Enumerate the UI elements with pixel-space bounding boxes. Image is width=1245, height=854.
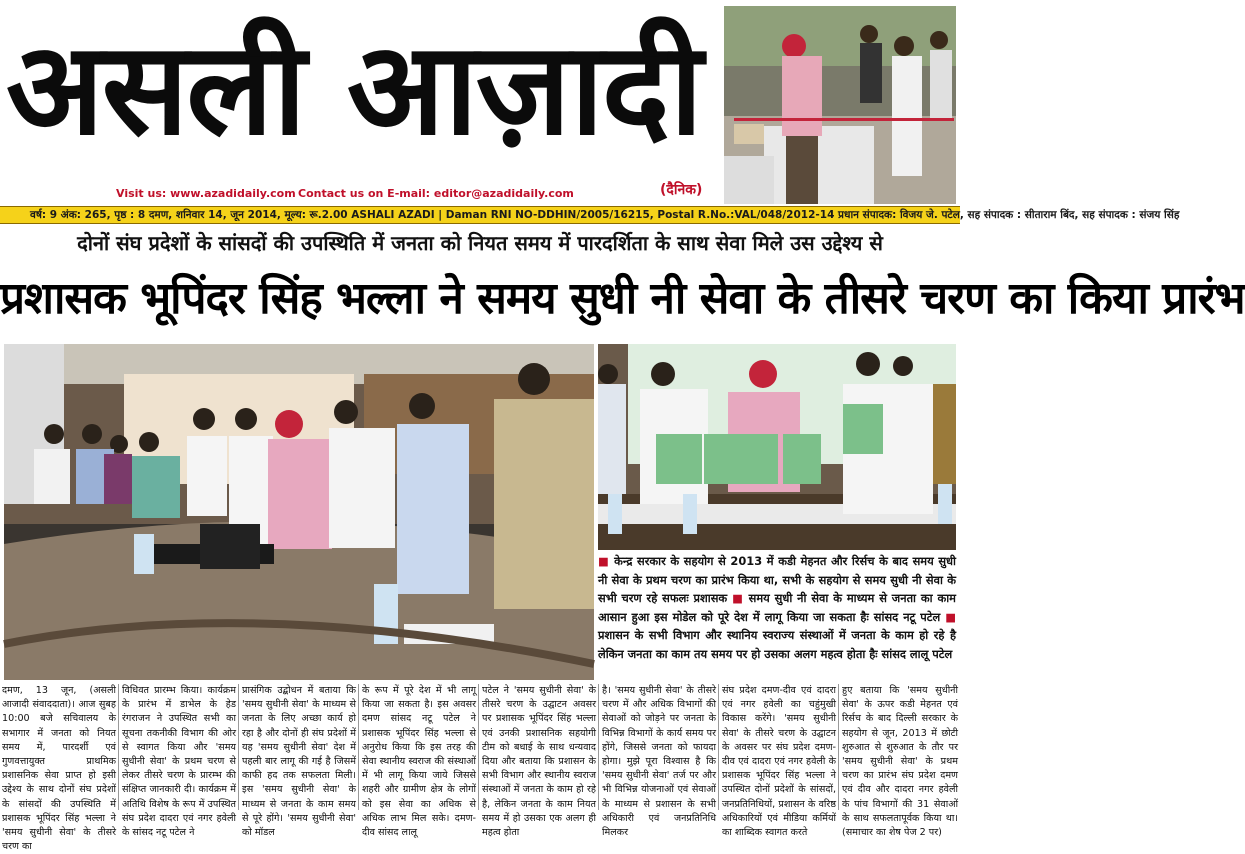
- column-divider: [838, 684, 839, 810]
- column-divider: [358, 684, 359, 810]
- caption-bullet: ■: [598, 554, 610, 568]
- main-photo: [4, 344, 594, 680]
- kicker-headline: दोनों संघ प्रदेशों के सांसदों की उपस्थिति में जनता को नियत समय में पारदर्शिता के साथ सेवा मिले उस उद्देश्य से: [77, 231, 883, 255]
- article-column-5: पटेल ने 'समय सुधीनी सेवा' के तीसरे चरण के उद्घाटन अवसर पर प्रशासक भूपिंदर सिंह भल्ला एवं उनकी प्रशासनिक सहयोगी टीम को बधाई के साथ धन्यवाद दिया और बताया कि प्रशासन के सभी विभाग और स्थानीय स्वराज संस्थाओं में जनता के काम हो रहे है, लेकिन जनता के काम नियत समय में हो उसका एक अलग ही महत्व होता: [482, 685, 596, 839]
- article-column-4: के रूप में पूरे देश में भी लागू किया जा सकता है। इस अवसर दमण सांसद नटू पटेल ने प्रशासक भूपिंदर सिंह भल्ला से अनुरोध किया कि इस तरह की सेवा स्थानीय स्वराज की संस्थाओं में भी लागू किया जाये जिससे शहरी और ग्रामीण क्षेत्र के लोगों को इस सेवा का अधिक से अधिक लाभ मिल सके। दमण-दीव सांसद लालू: [362, 685, 476, 839]
- main-headline: प्रशासक भूपिंदर सिंह भल्ला ने समय सुधी नी सेवा के तीसरे चरण का किया प्रारंभ: [0, 273, 1245, 324]
- article-column-3: प्रासंगिक उद्बोधन में बताया कि 'समय सुधीनी सेवा' के माध्यम से जनता के लिए अच्छा कार्य हो रहा है और दोनों ही संघ प्रदेशों में यह 'समय सुधीनी सेवा' देश में पहली बार लागू की गई है जिसमें काफी हद तक सफलता मिली। इस 'समय सुधीनी सेवा' के माध्यम से जनता के काम समय से पूरे होंगे। 'समय सुधीनी सेवा' को मॉडल: [242, 685, 356, 839]
- article-column-7: संघ प्रदेश दमण-दीव एवं दादरा एवं नगर हवेली का चहुंमुखी विकास करेंगे। 'समय सुधीनी सेवा' के तीसरे चरण के उद्घाटन के अवसर पर संघ प्रदेश दमण-दीव एवं दादरा एवं नगर हवेली के प्रशासक भूपिंदर सिंह भल्ला ने उपस्थित दोनों प्रदेशों के सांसदों, जनप्रतिनिधियों, प्रशासन के वरिष्ठ अधिकारियों एवं मीडिया कर्मियों का शाब्दिक स्वागत करते: [722, 685, 836, 839]
- caption-bullet: ■: [732, 591, 744, 606]
- column-divider: [238, 684, 239, 810]
- caption-text-3: प्रशासन के सभी विभाग और स्थानिय स्वराज्य संस्थाओं में जनता के काम हो रहे है लेकिन जनता का काम तय समय पर हो उसका अलग महत्व होता हैः सांसद लालू पटेल: [598, 628, 956, 661]
- column-divider: [598, 684, 599, 810]
- column-divider: [718, 684, 719, 810]
- top-photo: [724, 6, 956, 204]
- article-column-8: हुए बताया कि 'समय सुधीनी सेवा' के ऊपर कडी मेहनत एवं रिर्सच के बाद दिल्ली सरकार के सहयोग से जून, 2013 में छोटी शुरुआत से शुरुआत के तौर पर 'समय सुधीनी सेवा' के प्रथम चरण का प्रारंभ संघ प्रदेश दमण एवं दीव और दादरा नगर हवेली के पांच विभागों की 31 सेवाओं के साथ सफलतापूर्वक किया था। (समाचार का शेष पेज 2 पर): [842, 685, 958, 839]
- website-link[interactable]: Visit us: www.azadidaily.com: [116, 187, 296, 200]
- masthead: [0, 0, 722, 205]
- article-body: [0, 684, 960, 853]
- caption-text-1: केन्द्र सरकार के सहयोग से 2013 में कडी मेहनत और रिर्सच के बाद समय सुधी नी सेवा के प्रथम चरण का प्रारंभ किया था, सभी के सहयोग से समय सुधी नी सेवा के सभी चरण रहे सफलः प्रशासक: [598, 554, 956, 606]
- caption-text-2: समय सुधी नी सेवा के माध्यम से जनता का काम आसान हुआ इस मोडेल को पूरे देश में लागू किया जा सकता हैः सांसद नटू पटेल: [598, 591, 956, 624]
- article-column-2: विधिवत प्रारम्भ किया। कार्यक्रम के प्रारंभ में डाभेल के हेड रंगराजन ने उपस्थित सभी का सूचना तकनीकी विभाग की ओर से स्वागत किया और 'समय सुधीनी सेवा' के प्रथम चरण से लेकर तीसरे चरण के प्रारम्भ की संक्षिप्त जानकारी दी। कार्यक्रम में अतिथि विशेष के रूप में उपस्थित संघ प्रदेश दादरा एवं नगर हवेली के सांसद नटू पटेल ने: [122, 685, 236, 839]
- photo-caption: [598, 552, 956, 680]
- daily-tag: (दैनिक): [660, 182, 703, 198]
- newspaper-title: असली आज़ादी: [6, 14, 701, 164]
- masthead-links: [0, 187, 722, 203]
- column-divider: [478, 684, 479, 810]
- contact-email[interactable]: Contact us on E-mail: editor@azadidaily.com: [298, 187, 574, 200]
- second-photo: [598, 344, 956, 550]
- article-column-1: दमण, 13 जून, (असली आजादी संवाददाता)। आज सुबह 10:00 बजे सचिवालय के सभागार में जनता को नियत समय में, पारदर्शी एवं गुणवत्तायुक्त प्राथमिक प्रशासनिक सेवा प्राप्त हो इसी उद्देश्य के साथ दोनों संघ प्रदेशों के सांसदों की उपस्थिति में प्रशासक भूपिंदर सिंह भल्ला ने 'समय सुधीनी सेवा' के तीसरे चरण का: [2, 685, 116, 853]
- article-column-6: है। 'समय सुधीनी सेवा' के तीसरे चरण में और अधिक विभागों की सेवाओं को जोड़ने पर जनता के विभिन्न विभागों के कार्य समय पर होंगे, जिससे जनता को फायदा होगा। मुझे पूरा विश्वास है कि 'समय सुधीनी सेवा' तर्ज पर और भी विभिन्न योजनाओं एवं सेवाओं के माध्यम से प्रशासन के सभी अधिकारी एवं जनप्रतिनिधि मिलकर: [602, 685, 716, 839]
- caption-bullet: ■: [945, 609, 956, 624]
- dateline: वर्ष: 9 अंक: 265, पृष्ठ : 8 दमण, शनिवार 14, जून 2014, मूल्य: रू.2.00 ASHALI AZADI | Daman RNI NO-DDHIN/2005/16215, Postal R.No.:VAL/048/2012-14 प्रधान संपादक: विजय जे. पटेल, सह संपादक : सीताराम बिंद, सह संपादक : संजय सिंह: [0, 206, 960, 224]
- column-divider: [118, 684, 119, 810]
